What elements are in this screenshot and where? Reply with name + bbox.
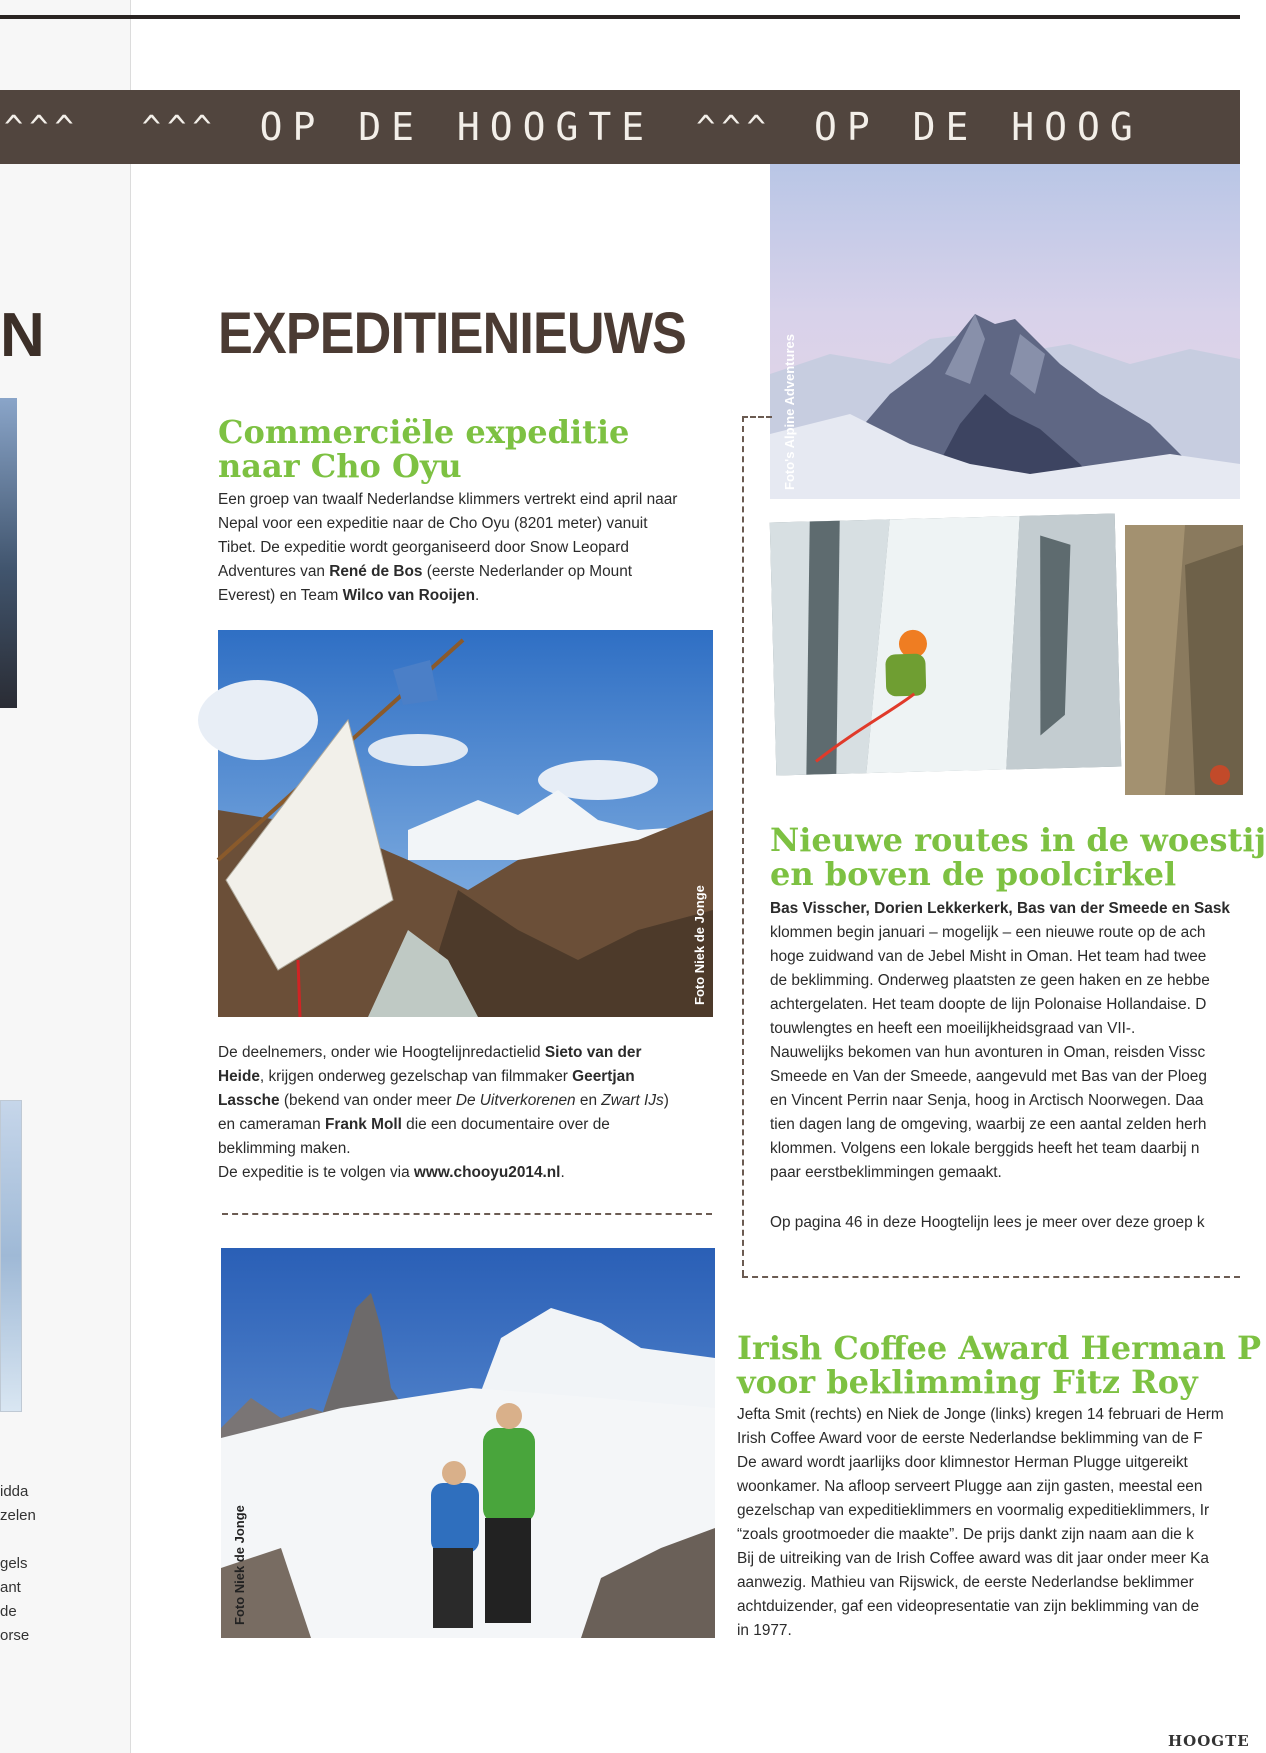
text-run: (eerste Nederlander op Mount Everest) en Team [218,563,633,604]
text-line: hoge zuidwand van de Jebel Misht in Oman. Het team had twee [770,948,1207,965]
dashed-divider [222,1213,712,1215]
text-line: in 1977. [737,1622,792,1639]
paragraph [218,1041,688,1161]
text-line: achtergelaten. Het team doopte de lijn Polonaise Hollandaise. D [770,996,1207,1013]
text-run: . [475,587,480,604]
text-line: de beklimming. Onderweg plaatsten ze geen haken en ze hebbe [770,972,1210,989]
person-name: Wilco van Rooijen [342,587,476,604]
person-name: René de Bos [329,563,423,580]
text-line: Jefta Smit (rechts) en Niek de Jonge (links) kregen 14 februari de Herm [737,1406,1224,1423]
text-line: klommen begin januari – mogelijk – een nieuwe route op de ach [770,924,1206,941]
text-line: aanwezig. Mathieu van Rijswick, de eerste Nederlandse beklimmer [737,1574,1194,1591]
banner-arrows: ^^^ [141,108,218,146]
photo-prayer-flag-valley [218,630,713,1017]
text-line: Smeede en Van der Smeede, aangevuld met Bas van der Ploeg [770,1068,1207,1085]
footer-running-head: HOOGTE [1168,1732,1250,1750]
website-link[interactable]: www.chooyu2014.nl [413,1164,561,1181]
text-line: tien dagen lang de omgeving, waarbij ze een aantal zelden herh [770,1116,1207,1133]
article-title-line: Nieuwe routes in de woestij [770,821,1266,859]
left-page-text-fragment: idda [0,1483,29,1500]
left-page-text-fragment: ant [0,1579,21,1596]
text-line: touwlengtes en heeft een moeilijkheidsgraad van VII-. [770,1020,1136,1037]
banner-text: OP DE HOOG [813,105,1143,149]
text-run: (bekend van onder meer [279,1092,456,1109]
photo-mountain-range [770,164,1240,499]
person-name: Geertjan Lassche [218,1068,635,1109]
photo-rock-climber [1122,522,1246,798]
article-title [770,821,1266,893]
article-body [770,897,1240,1185]
left-page-photo-fragment [0,1100,22,1412]
person-name: Sieto van der Heide [218,1044,642,1085]
photo-credit: Foto's Alpine Adventures [782,334,797,490]
left-page-heading-fragment: N [0,301,45,370]
text-line: Irish Coffee Award voor de eerste Nederlandse beklimming van de F [737,1430,1203,1447]
article-closing: Op pagina 46 in deze Hoogtelijn lees je meer over deze groep k [770,1214,1205,1231]
top-border [0,15,1240,19]
text-line: klommen. Volgens een lokale berggids heeft het team daarbij n [770,1140,1200,1157]
title-reference: De Uitverkorenen [455,1092,576,1109]
photo-credit: Foto Niek de Jonge [232,1505,247,1625]
section-title: EXPEDITIENIEUWS [218,301,686,366]
article-title-line: Irish Coffee Award Herman P [737,1329,1262,1367]
left-page-text-fragment: zelen [0,1507,36,1524]
text-run: , krijgen onderweg gezelschap van filmmaker [259,1068,573,1085]
banner-arrows: ^^^ [696,108,772,146]
left-page-edge [0,0,131,1753]
text-line: De award wordt jaarlijks door klimnestor Herman Plugge uitgereikt [737,1454,1188,1471]
text-line: en Vincent Perrin naar Senja, hoog in Arctisch Noorwegen. Daa [770,1092,1204,1109]
article-body [737,1403,1240,1643]
article-title [218,415,629,483]
paragraph [218,1161,688,1185]
text-run: De deelnemers, onder wie Hoogtelijnredactielid [218,1044,545,1061]
photo-ice-climber [767,510,1125,778]
article-title-line: en boven de poolcirkel [770,855,1177,893]
title-reference: Zwart IJs [601,1092,664,1109]
photo-fitz-roy-climbers [221,1248,715,1638]
dashed-divider [742,416,772,418]
text-run: . [560,1164,565,1181]
text-run: en [575,1092,602,1109]
text-run: Een groep van twaalf Nederlandse klimmers vertrekt eind april naar Nepal voor een expeditie naar de Cho Oyu (8201 meter) vanuit Tibet. De expeditie wordt georganiseerd door Snow Leopard Adventures van [218,491,678,580]
article-title-line: Commerciële expeditie [218,413,630,451]
banner-arrows: ^^^ [4,108,80,146]
article-title-line: naar Cho Oyu [218,447,462,485]
article-title [737,1329,1262,1401]
section-banner [0,90,1240,164]
dashed-divider [742,416,744,1276]
text-line: Bas Visscher, Dorien Lekkerkerk, Bas van der Smeede en Sask [770,900,1230,917]
left-page-text-fragment: orse [0,1627,30,1644]
text-line: achtduizender, gaf een videopresentatie van zijn beklimming van de [737,1598,1200,1615]
article-intro [218,488,688,608]
text-line: gezelschap van expeditieklimmers en voormalig expeditieklimmers, Ir [737,1502,1210,1519]
text-run: ) en cameraman [218,1092,669,1133]
text-line: woonkamer. Na afloop serveert Plugge aan zijn gasten, meestal een [737,1478,1203,1495]
person-name: Frank Moll [324,1116,402,1133]
text-run: die een documentaire over de beklimming maken. [218,1116,610,1157]
left-page-photo-fragment [0,398,17,708]
article-title-line: voor beklimming Fitz Roy [737,1363,1198,1401]
left-page-text-fragment: de [0,1603,17,1620]
text-line: “zoals grootmoeder die maakte”. De prijs dankt zijn naam aan die k [737,1526,1194,1543]
left-page-text-fragment: gels [0,1555,28,1572]
dashed-divider [742,1276,1240,1278]
banner-text: OP DE HOOGTE [259,105,655,149]
text-run: De expeditie is te volgen via [218,1164,414,1181]
text-line: paar eerstbeklimmingen gemaakt. [770,1164,1002,1181]
text-line: Bij de uitreiking van de Irish Coffee award was dit jaar onder meer Ka [737,1550,1209,1567]
article-body [218,1041,688,1185]
photo-credit: Foto Niek de Jonge [692,885,707,1005]
text-line: Nauwelijks bekomen van hun avonturen in Oman, reisden Vissc [770,1044,1206,1061]
